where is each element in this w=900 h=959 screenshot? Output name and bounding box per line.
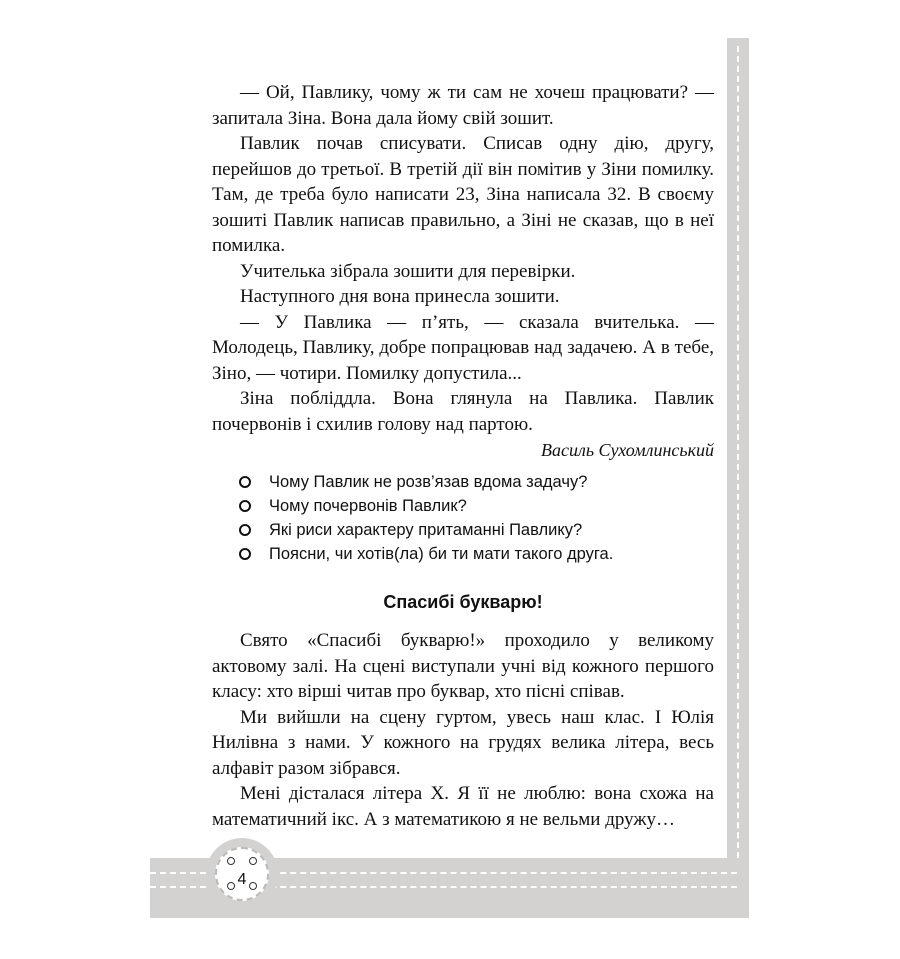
author-name: Василь Сухомлинський xyxy=(540,440,714,460)
question-text: Поясни, чи хотів(ла) би ти мати такого друга. xyxy=(269,545,614,563)
stitch-line xyxy=(737,46,739,878)
circle-bullet-icon xyxy=(239,524,251,536)
button-hole-icon xyxy=(227,857,235,865)
circle-bullet-icon xyxy=(239,548,251,560)
question-item xyxy=(239,518,613,542)
question-text: Чому почервонів Павлик? xyxy=(269,497,467,515)
paragraph: Свято «Спасибі букварю!» проходило у великому актовому залі. На сцені виступали учні від кожного першого класу: хто вірші читав про буквар, хто пісні співав. xyxy=(212,630,714,702)
button-icon xyxy=(215,847,269,901)
question-item xyxy=(239,494,613,518)
question-item xyxy=(239,542,613,566)
paragraph: Ми вийшли на сцену гуртом, увесь наш клас. І Юлія Нилівна з нами. У кожного на грудях велика літера, весь алфавіт разом зібрався. xyxy=(212,706,714,779)
question-list xyxy=(239,470,613,566)
page-number-badge xyxy=(206,838,278,910)
paragraph: Павлик почав списувати. Списав одну дію, другу, перейшов до третьої. В третій дії він помітив у Зіни помилку. Там, де треба було написати 23, Зіна написала 32. В своєму зошиті Павлик написав правильно, а Зіні не сказав, що в неї помилка. xyxy=(212,133,714,256)
story-text xyxy=(212,628,714,832)
paragraph: Учителька зібрала зошити для перевірки. xyxy=(240,260,576,282)
paragraph: Зіна побліддла. Вона глянула на Павлика. Павлик почервонів і схилив голову над партою. xyxy=(212,388,714,435)
decorative-frame-right xyxy=(727,38,749,918)
question-text: Чому Павлик не розв’язав вдома задачу? xyxy=(269,473,588,491)
story-title: Спасибі букварю! xyxy=(383,592,543,612)
paragraph: — У Павлика — п’ять, — сказала вчителька. — Молодець, Павлику, добре попрацював над задачею. А в тебе, Зіно, — чотири. Помилку допустила... xyxy=(212,311,714,384)
circle-bullet-icon xyxy=(239,500,251,512)
circle-bullet-icon xyxy=(239,476,251,488)
paragraph: Мені дісталася літера Х. Я її не люблю: вона схожа на математичний ікс. А з математикою я не вельми дружу… xyxy=(212,783,714,830)
question-item xyxy=(239,470,613,494)
paragraph: — Ой, Павлику, чому ж ти сам не хочеш працювати? — запитала Зіна. Вона дала йому свій зошит. xyxy=(212,82,714,129)
button-hole-icon xyxy=(249,857,257,865)
story-text xyxy=(212,80,714,437)
page-number: 4 xyxy=(237,871,247,888)
question-text: Які риси характеру притаманні Павлику? xyxy=(269,521,583,539)
paragraph: Наступного дня вона принесла зошити. xyxy=(240,286,560,307)
